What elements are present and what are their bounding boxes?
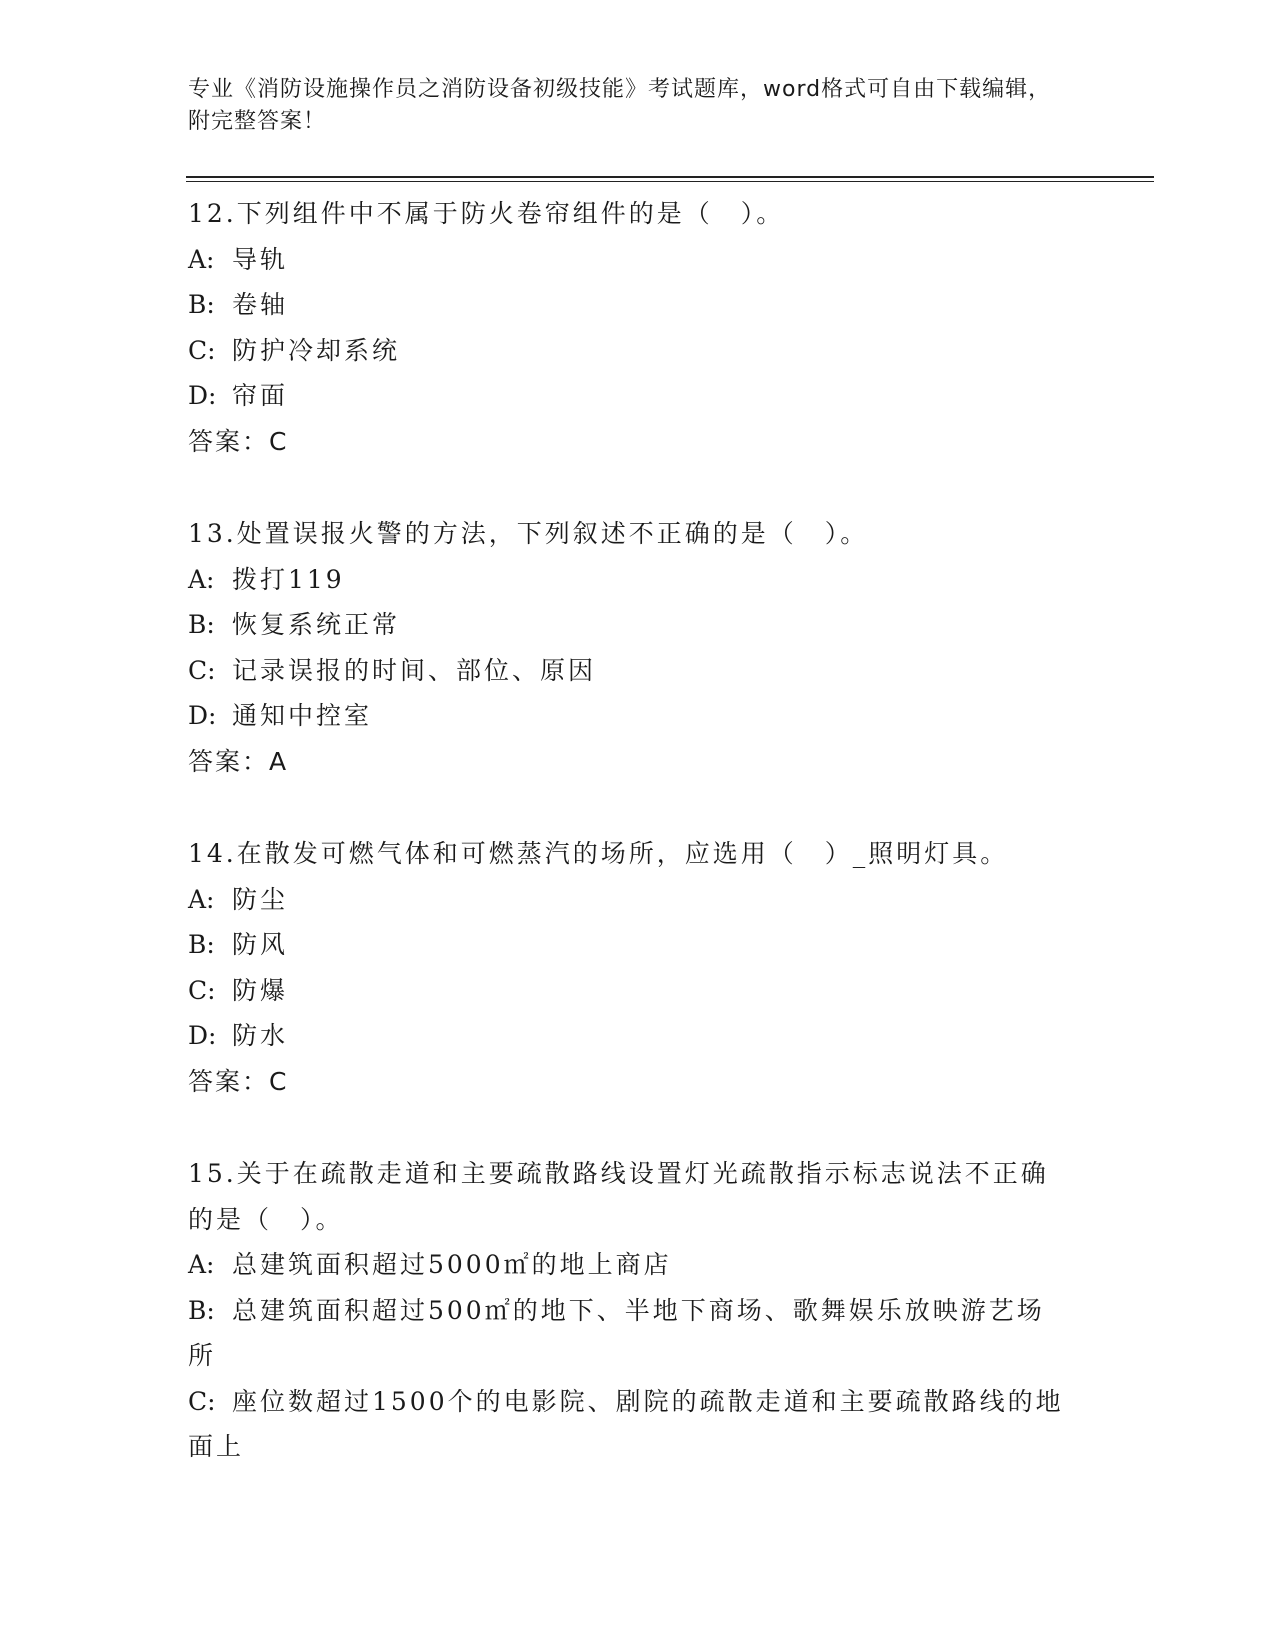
- option-text: 防爆: [232, 975, 289, 1005]
- option-b: [188, 1288, 1068, 1379]
- document-header: [188, 74, 1068, 138]
- option-text: 通知中控室: [232, 701, 373, 730]
- question-15: [188, 1151, 1088, 1470]
- question-stem: 12.下列组件中不属于防火卷帘组件的是（ ）。: [188, 199, 785, 228]
- question-stem: 13.处置误报火警的方法，下列叙述不正确的是（ ）。: [188, 519, 869, 548]
- option-text: 总建筑面积超过5000㎡的地上商店: [232, 1250, 672, 1279]
- option-label: A:: [188, 1250, 215, 1279]
- option-text: 拨打119: [232, 564, 345, 594]
- option-text: 防尘: [232, 884, 289, 914]
- option-label: C:: [188, 975, 216, 1005]
- option-label: D:: [188, 381, 217, 410]
- question-spacer: [188, 1104, 1088, 1151]
- question-13: [188, 511, 1088, 784]
- question-12: [188, 191, 1088, 464]
- header-text: 专业《消防设施操作员之消防设备初级技能》考试题库，word格式可自由下载编辑，附完整答案！: [188, 77, 1052, 134]
- option-b: [188, 602, 1088, 648]
- option-b: [188, 282, 1088, 328]
- option-text: 防水: [232, 1021, 289, 1050]
- option-text: 记录误报的时间、部位、原因: [232, 655, 597, 685]
- option-label: A:: [188, 884, 215, 914]
- option-d: [188, 693, 1088, 739]
- question-spacer: [188, 784, 1088, 831]
- option-text: 总建筑面积超过500㎡的地下、半地下商场、歌舞娱乐放映游艺场所: [188, 1295, 1045, 1370]
- question-stem: 14.在散发可燃气体和可燃蒸汽的场所，应选用（ ）_照明灯具。: [188, 839, 1009, 868]
- option-label: D:: [188, 1021, 217, 1050]
- option-label: A:: [188, 564, 215, 594]
- header-divider-thin: [186, 181, 1154, 182]
- option-label: B:: [188, 930, 215, 959]
- option-d: [188, 1013, 1088, 1059]
- question-list: [188, 191, 1088, 1470]
- question-14: [188, 831, 1088, 1104]
- option-label: B:: [188, 610, 215, 639]
- option-label: B:: [188, 290, 215, 319]
- option-c: [188, 648, 1088, 694]
- option-text: 座位数超过1500个的电影院、剧院的疏散走道和主要疏散路线的地面上: [188, 1386, 1064, 1461]
- option-text: 导轨: [232, 244, 289, 274]
- answer-line: 答案：C: [188, 1066, 289, 1096]
- option-a: [188, 557, 1088, 603]
- question-spacer: [188, 464, 1088, 511]
- answer-line: 答案：C: [188, 426, 289, 456]
- option-label: B:: [188, 1295, 215, 1325]
- option-label: D:: [188, 701, 217, 730]
- option-label: C:: [188, 1386, 216, 1416]
- option-a: [188, 1242, 1088, 1288]
- option-a: [188, 877, 1088, 923]
- option-b: [188, 922, 1088, 968]
- option-c: [188, 968, 1088, 1014]
- option-d: [188, 373, 1088, 419]
- option-label: A:: [188, 244, 215, 274]
- question-stem: 15.关于在疏散走道和主要疏散路线设置灯光疏散指示标志说法不正确的是（ ）。: [188, 1159, 1049, 1234]
- option-label: C:: [188, 655, 216, 685]
- header-divider-thick: [186, 176, 1154, 178]
- option-label: C:: [188, 335, 216, 365]
- option-text: 卷轴: [232, 290, 289, 319]
- option-text: 防风: [232, 930, 289, 959]
- option-text: 防护冷却系统: [232, 335, 401, 365]
- answer-line: 答案：A: [188, 746, 289, 776]
- option-text: 帘面: [232, 381, 289, 410]
- option-text: 恢复系统正常: [232, 610, 401, 639]
- option-c: [188, 1379, 1068, 1470]
- option-a: [188, 237, 1088, 283]
- option-c: [188, 328, 1088, 374]
